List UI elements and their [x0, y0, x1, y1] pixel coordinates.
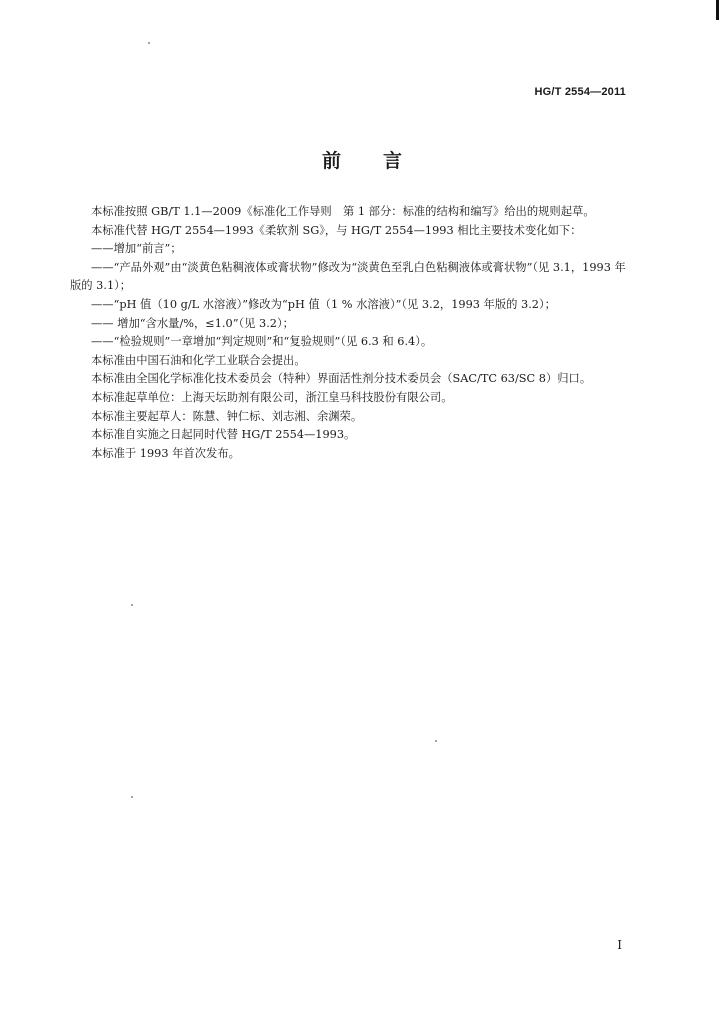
change-item: —— 增加“含水量/%，≤1.0”（见 3.2）； — [91, 316, 294, 330]
change-item: ——“pH 值（10 g/L 水溶液）”修改为“pH 值（1 % 水溶液）”（见 3.2，1993 年版的 3.2）； — [91, 297, 556, 311]
paragraph: 本标准按照 GB/T 1.1—2009《标准化工作导则 第 1 部分：标准的结构和编写》给出的规则起草。 — [91, 205, 595, 218]
scan-speck — [131, 604, 133, 606]
scan-speck — [435, 740, 437, 742]
scan-speck — [148, 42, 150, 44]
paragraph: 本标准由中国石油和化学工业联合会提出。 — [91, 353, 306, 367]
paragraph: 本标准由全国化学标准化技术委员会（特种）界面活性剂分技术委员会（SAC/TC 63/SC 8）归口。 — [91, 372, 592, 386]
page-title: 前言 — [321, 150, 444, 172]
scan-speck — [131, 796, 133, 798]
standard-code: HG/T 2554—2011 — [534, 86, 626, 98]
paragraph: 本标准于 1993 年首次发布。 — [91, 446, 240, 460]
change-item: ——“产品外观”由“淡黄色粘稠液体或膏状物”修改为“淡黄色至乳白色粘稠液体或膏状物”（见 3.1，1993 年版的 3.1）； — [70, 260, 626, 293]
change-item: ——“检验规则”一章增加“判定规则”和“复验规则”（见 6.3 和 6.4）。 — [91, 335, 433, 349]
change-item: ——增加“前言”； — [91, 242, 182, 256]
scan-edge-mark — [716, 0, 719, 20]
paragraph: 本标准起草单位：上海天坛助剂有限公司，浙江皇马科技股份有限公司。 — [91, 390, 453, 404]
paragraph: 本标准代替 HG/T 2554—1993《柔软剂 SG》，与 HG/T 2554—1993 相比主要技术变化如下： — [91, 223, 582, 237]
foreword-body — [70, 203, 630, 463]
paragraph: 本标准自实施之日起同时代替 HG/T 2554—1993。 — [91, 428, 356, 442]
paragraph: 本标准主要起草人：陈慧、钟仁标、刘志湘、余渊荣。 — [91, 409, 363, 423]
page-number: I — [617, 938, 622, 952]
